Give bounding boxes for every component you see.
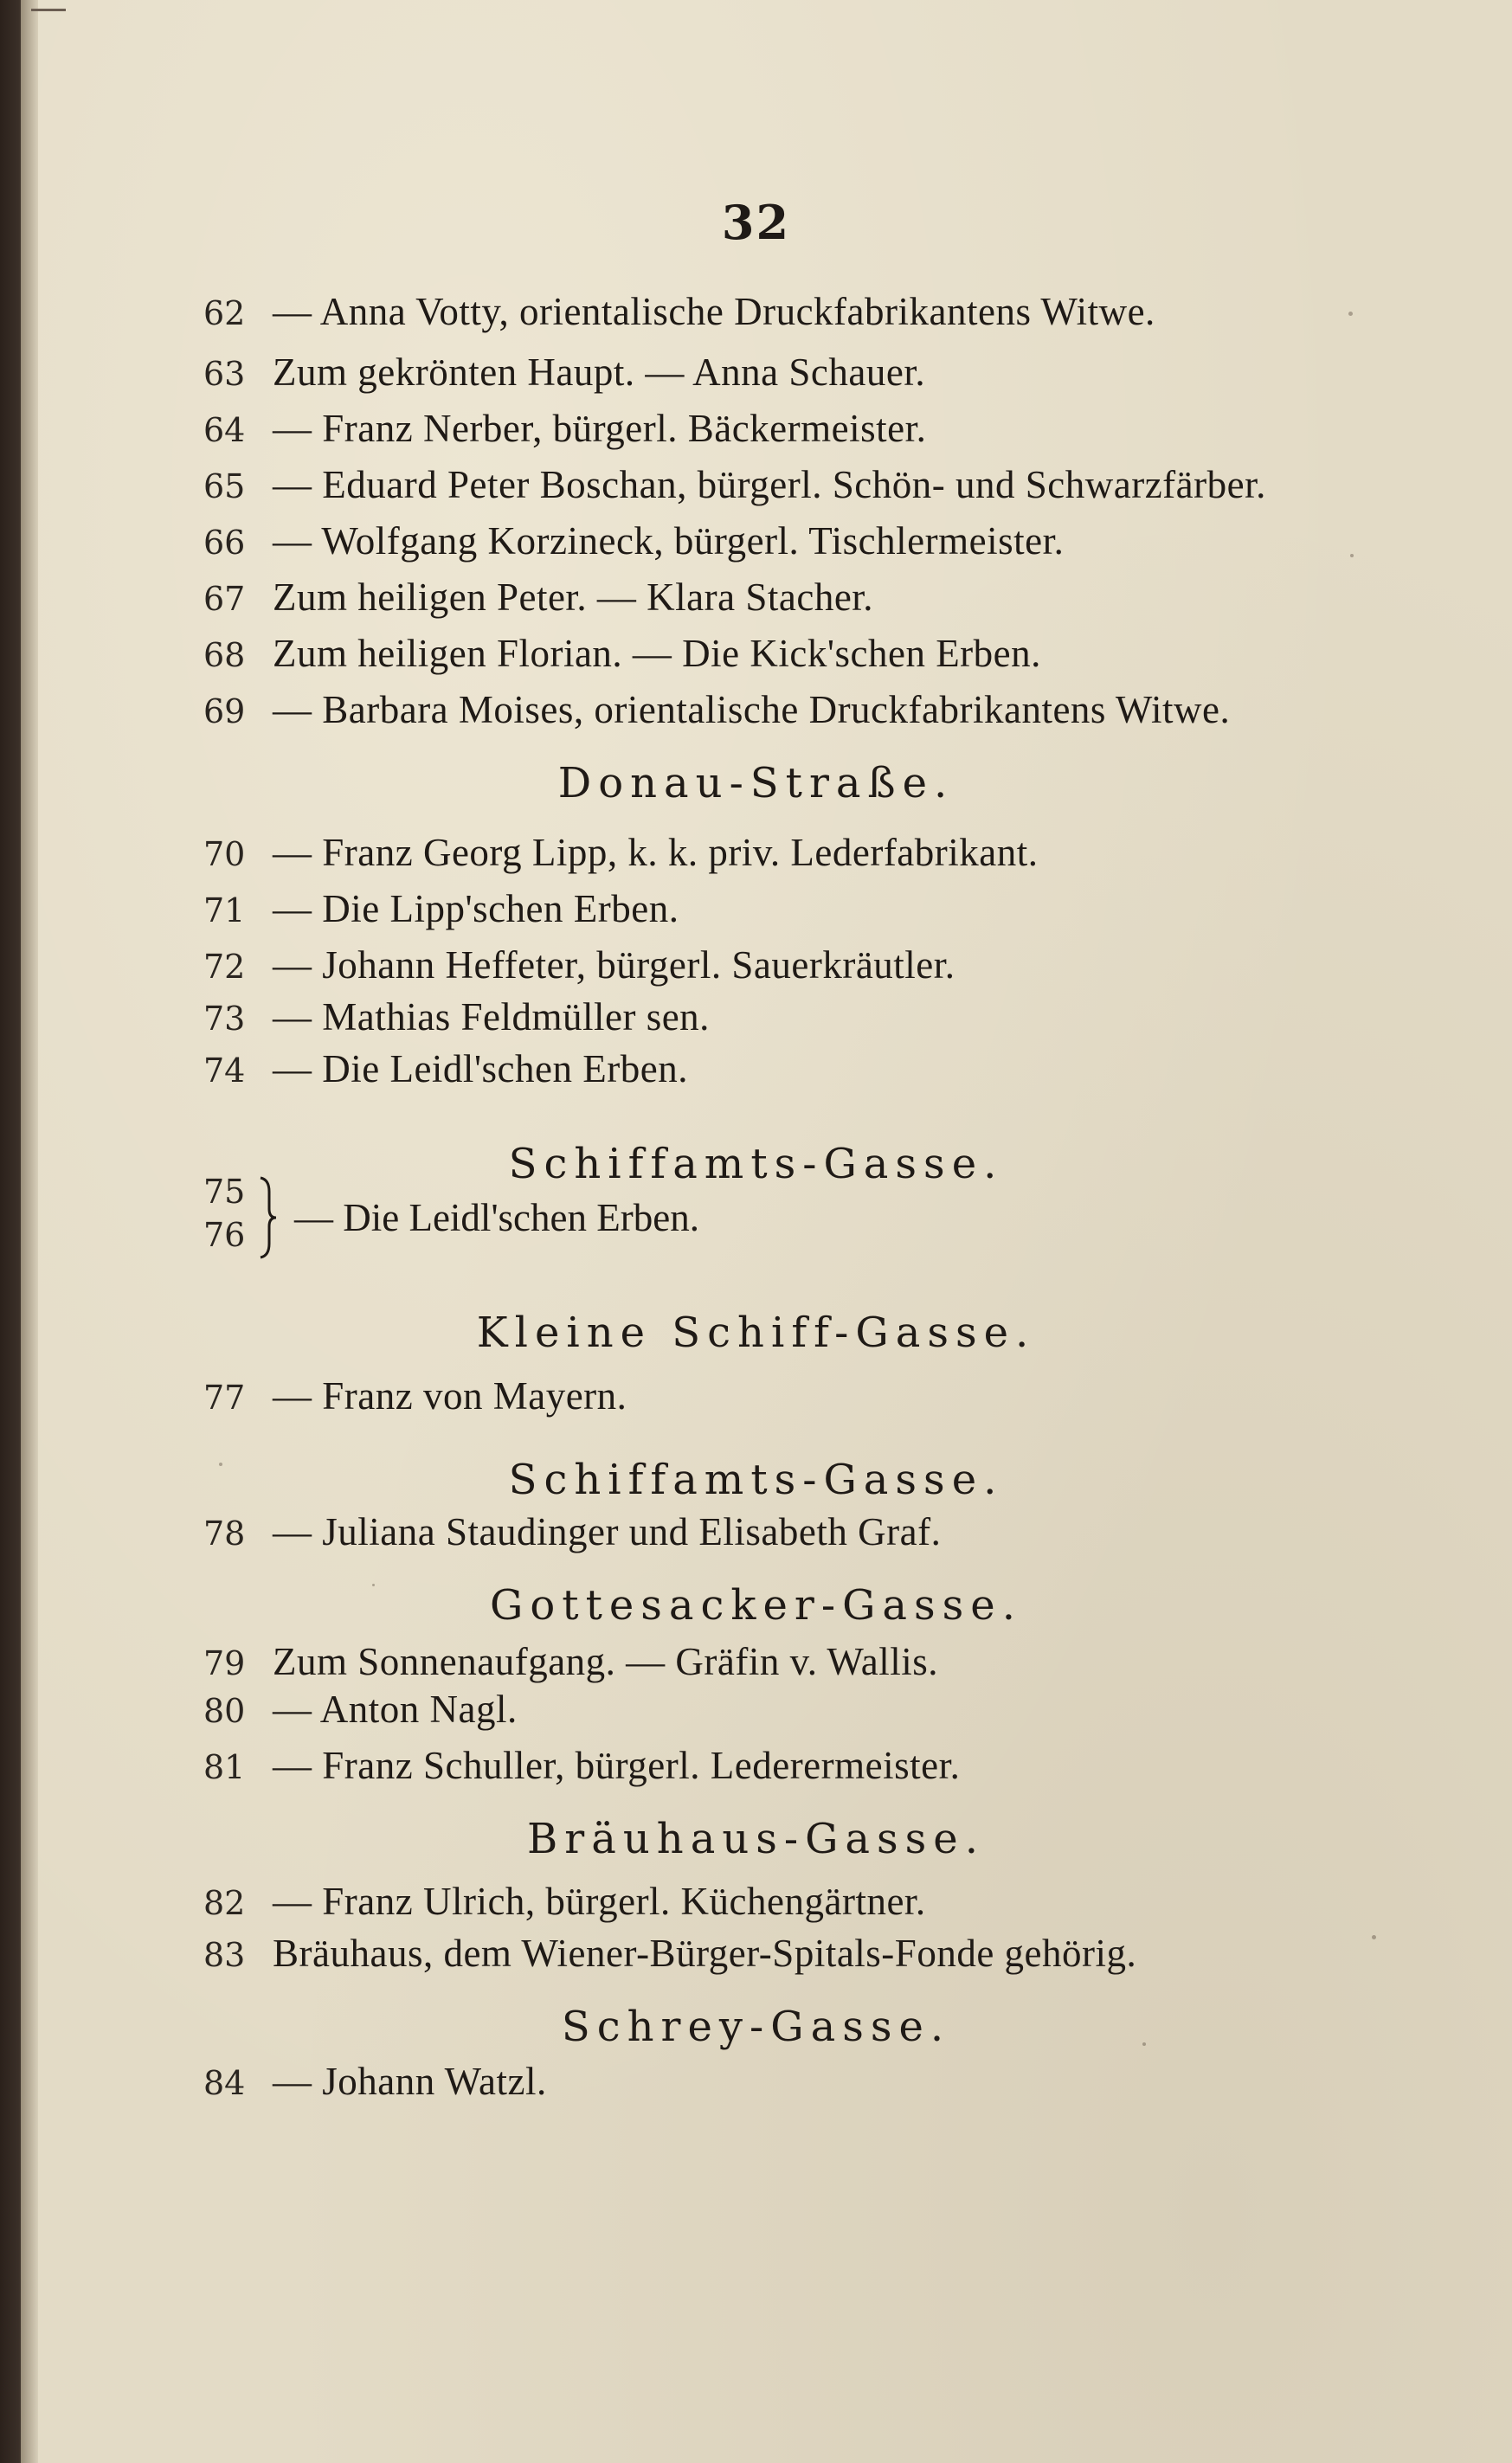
entry-text: — Anton Nagl. [273, 1688, 518, 1731]
paper-speck [372, 1584, 375, 1586]
list-item [203, 991, 1450, 1043]
section-heading: Schiffamts-Gasse. [508, 1456, 1004, 1504]
list-item [203, 459, 1450, 511]
entry-number: 63 [203, 355, 246, 393]
entry-number: 78 [203, 1514, 246, 1553]
entry-number: 62 [203, 294, 246, 332]
entry-number: 75 [203, 1173, 246, 1211]
entry-number: 77 [203, 1379, 246, 1417]
entry-number: 84 [203, 2064, 246, 2102]
paper-speck [1372, 1935, 1376, 1939]
entry-text: — Johann Watzl. [273, 2060, 547, 2103]
paper-speck [1348, 312, 1353, 316]
list-item [203, 1927, 1450, 1979]
section-heading: Donau-Straße. [557, 759, 955, 807]
entry-number: 65 [203, 467, 246, 505]
paper-speck [1350, 554, 1354, 557]
entry-text: — Franz Nerber, bürgerl. Bäckermeister. [273, 407, 927, 450]
entry-text: — Franz Georg Lipp, k. k. priv. Lederfabrikant. [273, 831, 1039, 874]
paper-speck [219, 1463, 222, 1466]
entry-number: 69 [203, 692, 246, 730]
entry-number: 72 [203, 948, 246, 986]
top-rule [31, 9, 66, 11]
entry-text: — Eduard Peter Boschan, bürgerl. Schön- und Schwarzfärber. [273, 463, 1266, 506]
list-item [203, 826, 1450, 878]
entry-text: — Wolfgang Korzineck, bürgerl. Tischlermeister. [273, 519, 1065, 563]
entry-number: 66 [203, 524, 246, 562]
entry-number: 73 [203, 1000, 246, 1038]
paper-speck [1142, 2042, 1146, 2046]
list-item [203, 286, 1450, 338]
list-item [203, 684, 1450, 736]
entry-number: 70 [203, 835, 246, 873]
entry-text: — Mathias Feldmüller sen. [273, 995, 710, 1039]
section-heading: Bräuhaus-Gasse. [527, 1815, 985, 1863]
entry-text: — Die Leidl'schen Erben. [294, 1196, 699, 1239]
entry-number: 79 [203, 1644, 246, 1682]
section-heading: Schiffamts-Gasse. [508, 1140, 1004, 1188]
entry-text: Zum heiligen Peter. — Klara Stacher. [273, 576, 874, 619]
entry-number: 82 [203, 1884, 246, 1922]
entry-number: 81 [203, 1748, 246, 1786]
list-item [203, 1875, 1450, 1927]
list-item [203, 1043, 1450, 1095]
entry-text: — Die Leidl'schen Erben. [273, 1047, 688, 1090]
list-item [203, 571, 1450, 623]
entry-text: — Franz Schuller, bürgerl. Lederermeister. [273, 1744, 961, 1787]
entry-text: Zum Sonnenaufgang. — Gräfin v. Wallis. [273, 1640, 938, 1683]
entry-text: — Juliana Staudinger und Elisabeth Graf. [273, 1510, 942, 1553]
entry-number: 74 [203, 1051, 246, 1090]
entry-number: 76 [203, 1216, 246, 1254]
section-heading: Kleine Schiff-Gasse. [476, 1309, 1036, 1357]
list-item [203, 1683, 1450, 1735]
list-item [203, 1370, 1450, 1422]
list-item [203, 939, 1450, 991]
brace-list-item [203, 1173, 1069, 1268]
section-heading: Schrey-Gasse. [561, 2003, 951, 2051]
page-number: 32 [721, 195, 791, 250]
entry-number: 64 [203, 411, 246, 449]
list-item [203, 346, 1450, 398]
entry-text: — Franz Ulrich, bürgerl. Küchengärtner. [273, 1880, 926, 1923]
entry-text: — Anna Votty, orientalische Druckfabrikantens Witwe. [273, 290, 1155, 333]
list-item [203, 1506, 1450, 1558]
entry-number: 68 [203, 636, 246, 674]
list-item [203, 883, 1450, 935]
entry-number: 67 [203, 580, 246, 618]
entry-text: Zum gekrönten Haupt. — Anna Schauer. [273, 350, 926, 394]
entry-text: — Franz von Mayern. [273, 1374, 627, 1418]
entry-text: — Die Lipp'schen Erben. [273, 887, 679, 930]
curly-brace-icon [257, 1176, 278, 1259]
list-item [203, 627, 1450, 679]
gutter-shadow [21, 0, 38, 2463]
list-item [203, 402, 1450, 454]
list-item [203, 2055, 1450, 2107]
entry-number: 80 [203, 1692, 246, 1730]
entry-number: 83 [203, 1936, 246, 1974]
entry-text: Zum heiligen Florian. — Die Kick'schen Erben. [273, 632, 1041, 675]
list-item [203, 1740, 1450, 1791]
section-heading: Gottesacker-Gasse. [490, 1581, 1022, 1630]
list-item [203, 515, 1450, 567]
entry-text: — Barbara Moises, orientalische Druckfabrikantens Witwe. [273, 688, 1231, 731]
entry-text: — Johann Heffeter, bürgerl. Sauerkräutler. [273, 943, 955, 987]
list-item [203, 1636, 1450, 1688]
entry-text: Bräuhaus, dem Wiener-Bürger-Spitals-Fonde gehörig. [273, 1932, 1137, 1975]
entry-number: 71 [203, 891, 246, 929]
